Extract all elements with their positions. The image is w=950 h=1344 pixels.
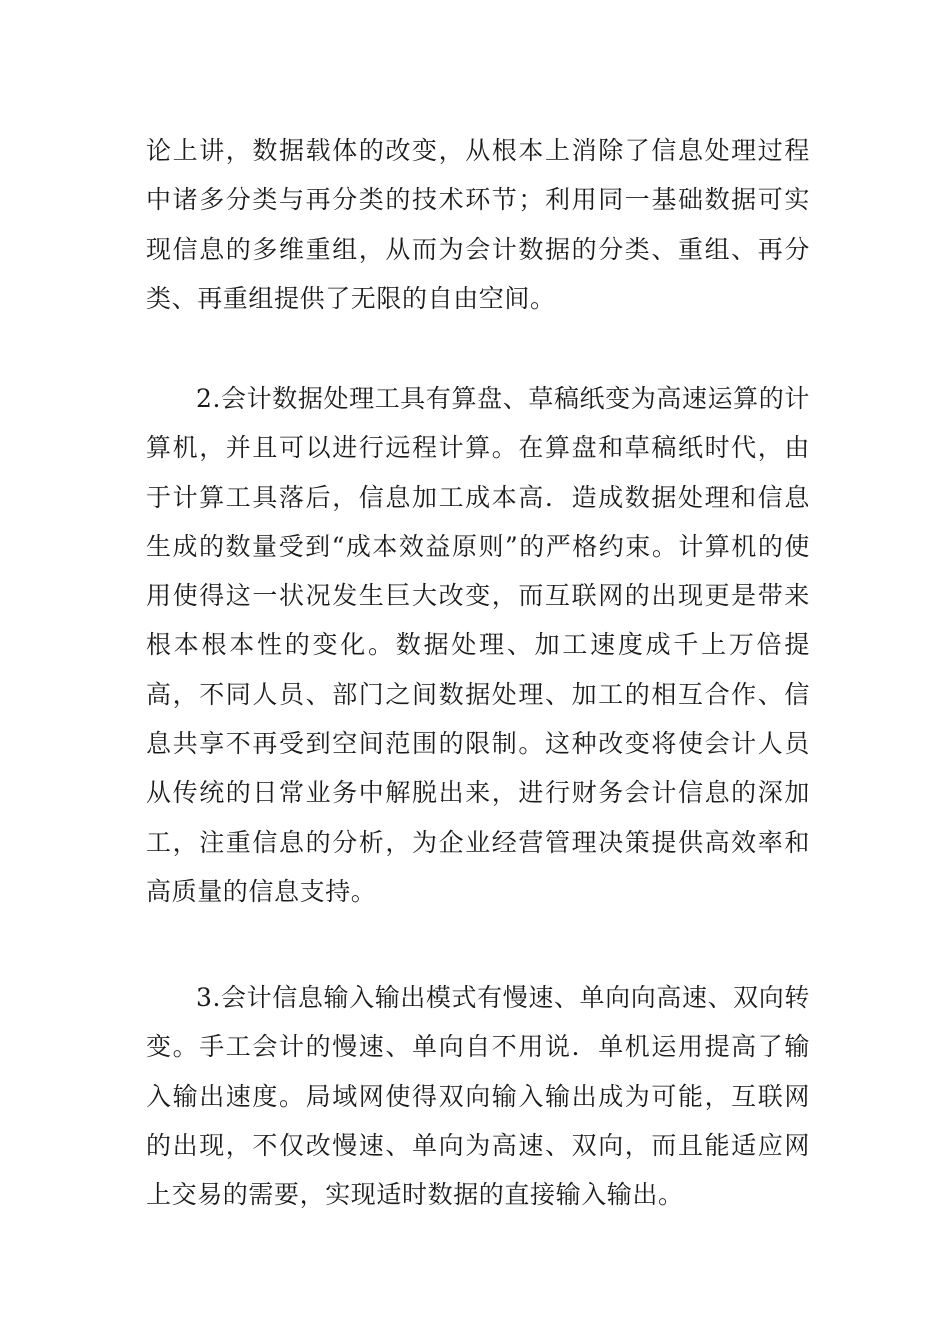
paragraph-point-2: 2.会计数据处理工具有算盘、草稿纸变为高速运算的计算机，并且可以进行远程计算。在算盘和草稿纸时代，由于计算工具落后，信息加工成本高．造成数据处理和信息生成的数量受到“成本效益原则”的严格约束。计算机的使用使得这一状况发生巨大改变，而互联网的出现更是带来根本根本性的变化。数据处理、加工速度成千上万倍提高，不同人员、部门之间数据处理、加工的相互合作、信息共享不再受到空间范围的限制。这种改变将使会计人员从传统的日常业务中解脱出来，进行财务会计信息的深加工，注重信息的分析，为企业经营管理决策提供高效率和高质量的信息支持。 bbox=[146, 384, 810, 906]
paragraph-point-3: 3.会计信息输入输出模式有慢速、单向向高速、双向转变。手工会计的慢速、单向自不用说．单机运用提高了输入输出速度。局域网使得双向输入输出成为可能，互联网的出现，不仅改慢速、单向为高速、双向，而且能适应网上交易的需要，实现适时数据的直接输入输出。 bbox=[146, 983, 810, 1210]
paragraph-continuation: 论上讲，数据载体的改变，从根本上消除了信息处理过程中诸多分类与再分类的技术环节；利用同一基础数据可实现信息的多维重组，从而为会计数据的分类、重组、再分类、再重组提供了无限的自由空间。 bbox=[146, 136, 810, 313]
